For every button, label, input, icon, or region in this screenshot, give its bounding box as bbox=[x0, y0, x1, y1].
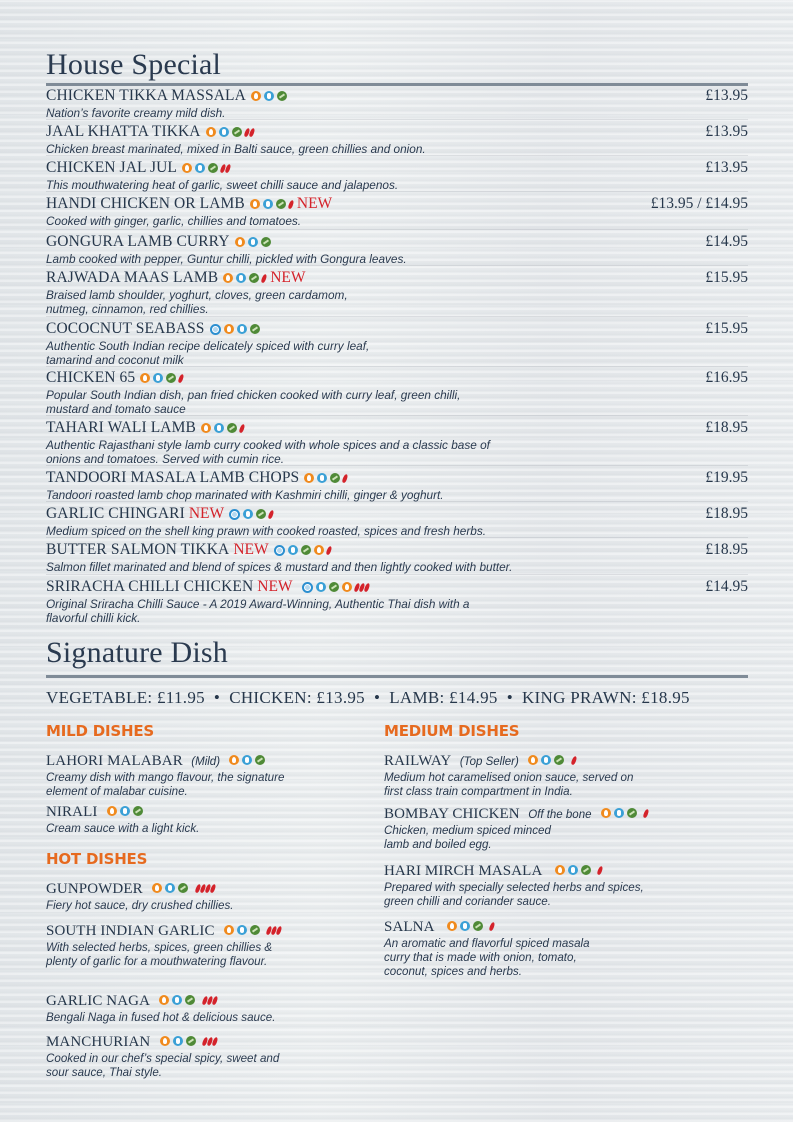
dish-description: Prepared with specially selected herbs and spices, green chilli and coriander sauce. bbox=[384, 881, 644, 908]
dish-name: GARLIC NAGA bbox=[46, 993, 151, 1009]
gluten-icon bbox=[224, 925, 234, 935]
dairy-icon bbox=[237, 324, 247, 334]
dish-name: NIRALI bbox=[46, 804, 98, 820]
item-name: GONGURA LAMB CURRY bbox=[46, 233, 230, 250]
new-badge: NEW bbox=[188, 505, 225, 522]
nuts-icon bbox=[133, 806, 143, 816]
nuts-icon bbox=[256, 509, 266, 519]
signature-dish-title: Signature Dish bbox=[46, 636, 228, 669]
dairy-icon bbox=[288, 545, 298, 555]
divider bbox=[46, 415, 748, 416]
item-name: CHICKEN JAL JUL bbox=[46, 159, 177, 176]
dairy-icon bbox=[460, 921, 470, 931]
chilli-icon bbox=[269, 510, 273, 519]
chilli-icon bbox=[490, 922, 494, 931]
divider bbox=[46, 155, 748, 156]
menu-item bbox=[46, 159, 748, 192]
item-name: SRIRACHA CHILLI CHICKEN bbox=[46, 578, 254, 595]
dairy-icon bbox=[165, 883, 175, 893]
gluten-icon bbox=[235, 237, 245, 247]
item-price: £15.95 bbox=[705, 269, 748, 286]
nuts-icon bbox=[473, 921, 483, 931]
menu-item bbox=[46, 369, 748, 416]
dairy-icon bbox=[236, 273, 246, 283]
dairy-icon bbox=[214, 423, 224, 433]
gluten-icon bbox=[140, 373, 150, 383]
nuts-icon bbox=[276, 199, 286, 209]
dish-description: With selected herbs, spices, green chillies & plenty of garlic for a mouthwatering flavour. bbox=[46, 941, 273, 968]
nuts-icon bbox=[166, 373, 176, 383]
nuts-icon bbox=[255, 755, 265, 765]
item-description: Chicken breast marinated, mixed in Balti sauce, green chillies and onion. bbox=[46, 142, 426, 156]
nuts-icon bbox=[178, 883, 188, 893]
gluten-icon bbox=[342, 582, 352, 592]
dairy-icon bbox=[568, 865, 578, 875]
chilli-icon bbox=[196, 884, 215, 893]
fish-icon bbox=[210, 324, 221, 335]
gluten-icon bbox=[223, 273, 233, 283]
dairy-icon bbox=[219, 127, 229, 137]
chilli-icon bbox=[289, 200, 293, 209]
new-badge: NEW bbox=[233, 541, 269, 558]
dairy-icon bbox=[242, 755, 252, 765]
item-name: HANDI CHICKEN OR LAMB bbox=[46, 195, 245, 212]
dish-name: SOUTH INDIAN GARLIC bbox=[46, 923, 215, 939]
item-description: This mouthwatering heat of garlic, sweet chilli sauce and jalapenos. bbox=[46, 178, 399, 192]
price-vegetable: VEGETABLE: £11.95 bbox=[46, 688, 205, 707]
item-price: £14.95 bbox=[705, 233, 748, 250]
dish-name: BOMBAY CHICKEN bbox=[384, 806, 520, 822]
nuts-icon bbox=[185, 995, 195, 1005]
chilli-icon bbox=[343, 474, 347, 483]
divider bbox=[46, 119, 748, 120]
gluten-icon bbox=[250, 199, 260, 209]
dish-item bbox=[46, 922, 336, 969]
nuts-icon bbox=[301, 545, 311, 555]
nuts-icon bbox=[329, 582, 339, 592]
dish-name: HARI MIRCH MASALA bbox=[384, 863, 543, 879]
nuts-icon bbox=[250, 324, 260, 334]
dish-description: Cooked in our chef’s special spicy, sweet and sour sauce, Thai style. bbox=[46, 1052, 280, 1079]
fish-icon bbox=[274, 545, 285, 556]
dish-description: Creamy dish with mango flavour, the signature element of malabar cuisine. bbox=[46, 771, 285, 798]
item-name: TAHARI WALI LAMB bbox=[46, 419, 196, 436]
nuts-icon bbox=[232, 127, 242, 137]
menu-item bbox=[46, 541, 748, 574]
gluten-icon bbox=[201, 423, 211, 433]
dairy-icon bbox=[264, 91, 274, 101]
dish-item bbox=[46, 992, 336, 1025]
gluten-icon bbox=[304, 473, 314, 483]
signature-price-line: VEGETABLE: £11.95 • CHICKEN: £13.95 • LAMB: £14.95 • KING PRAWN: £18.95 bbox=[46, 688, 690, 707]
item-description: Tandoori roasted lamb chop marinated with Kashmiri chilli, ginger & yoghurt. bbox=[46, 488, 444, 502]
item-name: JAAL KHATTA TIKKA bbox=[46, 123, 201, 140]
dish-item bbox=[384, 752, 674, 799]
item-price: £14.95 bbox=[705, 578, 748, 595]
menu-item bbox=[46, 578, 748, 625]
chilli-icon bbox=[327, 546, 331, 555]
divider bbox=[46, 229, 748, 230]
fish-icon bbox=[229, 509, 240, 520]
nuts-icon bbox=[208, 163, 218, 173]
item-name: COCOCNUT SEABASS bbox=[46, 320, 205, 337]
nuts-icon bbox=[261, 237, 271, 247]
menu-item bbox=[46, 233, 748, 266]
item-description: Authentic Rajasthani style lamb curry cooked with whole spices and a classic base of onions and tomatoes. Served with cumin rice. bbox=[46, 438, 490, 466]
menu-item bbox=[46, 320, 748, 367]
dairy-icon bbox=[195, 163, 205, 173]
chilli-icon bbox=[203, 1037, 217, 1046]
medium-dishes-heading: MEDIUM DISHES bbox=[384, 722, 520, 740]
nuts-icon bbox=[227, 423, 237, 433]
item-price: £15.95 bbox=[705, 320, 748, 337]
nuts-icon bbox=[627, 808, 637, 818]
gluten-icon bbox=[206, 127, 216, 137]
dish-item bbox=[384, 862, 674, 909]
dairy-icon bbox=[263, 199, 273, 209]
gluten-icon bbox=[447, 921, 457, 931]
divider bbox=[46, 501, 748, 502]
dish-note: (Top Seller) bbox=[459, 756, 519, 768]
gluten-icon bbox=[107, 806, 117, 816]
gluten-icon bbox=[229, 755, 239, 765]
dairy-icon bbox=[243, 509, 253, 519]
dairy-icon bbox=[316, 582, 326, 592]
dish-description: Fiery hot sauce, dry crushed chillies. bbox=[46, 899, 234, 912]
item-name: RAJWADA MAAS LAMB bbox=[46, 269, 219, 286]
divider bbox=[46, 465, 748, 466]
chilli-icon bbox=[240, 424, 244, 433]
item-description: Nation’s favorite creamy mild dish. bbox=[46, 106, 226, 120]
chilli-icon bbox=[221, 164, 230, 173]
chilli-icon bbox=[203, 996, 217, 1005]
dairy-icon bbox=[173, 1036, 183, 1046]
nuts-icon bbox=[330, 473, 340, 483]
dish-item bbox=[384, 805, 674, 852]
house-special-rule bbox=[46, 83, 748, 86]
chilli-icon bbox=[355, 583, 369, 592]
dish-name: MANCHURIAN bbox=[46, 1034, 151, 1050]
dish-item bbox=[384, 918, 674, 979]
item-price: £19.95 bbox=[705, 469, 748, 486]
item-price: £18.95 bbox=[705, 419, 748, 436]
new-badge: NEW bbox=[270, 269, 306, 286]
gluten-icon bbox=[314, 545, 324, 555]
dish-description: Cream sauce with a light kick. bbox=[46, 822, 200, 835]
dish-name: LAHORI MALABAR bbox=[46, 753, 183, 769]
price-chicken: CHICKEN: £13.95 bbox=[229, 688, 365, 707]
dairy-icon bbox=[237, 925, 247, 935]
gluten-icon bbox=[160, 1036, 170, 1046]
gluten-icon bbox=[251, 91, 261, 101]
menu-item bbox=[46, 269, 748, 316]
divider bbox=[46, 537, 748, 538]
divider bbox=[46, 316, 748, 317]
divider bbox=[46, 191, 748, 192]
dairy-icon bbox=[248, 237, 258, 247]
dish-description: Medium hot caramelised onion sauce, served on first class train compartment in India. bbox=[384, 771, 634, 798]
dish-note: Off the bone bbox=[528, 809, 592, 821]
dish-note: (Mild) bbox=[191, 756, 221, 768]
item-description: Salmon fillet marinated and blend of spices & mustard and then lightly cooked with butter. bbox=[46, 560, 513, 574]
chilli-icon bbox=[598, 866, 602, 875]
mild-dishes-heading: MILD DISHES bbox=[46, 722, 154, 740]
divider bbox=[46, 265, 748, 266]
gluten-icon bbox=[224, 324, 234, 334]
divider bbox=[46, 574, 748, 575]
chilli-icon bbox=[644, 809, 648, 818]
gluten-icon bbox=[182, 163, 192, 173]
chilli-icon bbox=[267, 926, 281, 935]
dish-item bbox=[46, 803, 336, 836]
dish-name: GUNPOWDER bbox=[46, 881, 143, 897]
menu-item bbox=[46, 87, 748, 120]
dish-description: Chicken, medium spiced minced lamb and boiled egg. bbox=[384, 824, 551, 851]
item-price: £13.95 bbox=[705, 159, 748, 176]
gluten-icon bbox=[159, 995, 169, 1005]
dairy-icon bbox=[317, 473, 327, 483]
menu-item bbox=[46, 123, 748, 156]
gluten-icon bbox=[601, 808, 611, 818]
chilli-icon bbox=[245, 128, 254, 137]
dish-name: RAILWAY bbox=[384, 753, 452, 769]
nuts-icon bbox=[250, 925, 260, 935]
dish-item bbox=[46, 880, 336, 913]
nuts-icon bbox=[554, 755, 564, 765]
dish-description: An aromatic and flavorful spiced masala curry that is made with onion, tomato, coconut, spices and herbs. bbox=[384, 937, 590, 978]
dish-item bbox=[46, 1033, 336, 1080]
new-badge: NEW bbox=[257, 578, 293, 595]
fish-icon bbox=[302, 582, 313, 593]
new-badge: NEW bbox=[296, 195, 333, 212]
dairy-icon bbox=[153, 373, 163, 383]
item-name: CHICKEN 65 bbox=[46, 369, 136, 386]
chilli-icon bbox=[179, 374, 183, 383]
item-price: £13.95 bbox=[705, 123, 748, 140]
item-price: £16.95 bbox=[705, 369, 748, 386]
menu-item bbox=[46, 419, 748, 466]
dish-description: Bengali Naga in fused hot & delicious sauce. bbox=[46, 1011, 276, 1024]
gluten-icon bbox=[555, 865, 565, 875]
gluten-icon bbox=[152, 883, 162, 893]
dish-name: SALNA bbox=[384, 919, 435, 935]
hot-dishes-heading: HOT DISHES bbox=[46, 850, 148, 868]
nuts-icon bbox=[186, 1036, 196, 1046]
item-price: £13.95 bbox=[705, 87, 748, 104]
chilli-icon bbox=[262, 274, 266, 283]
item-description: Original Sriracha Chilli Sauce - A 2019 Award-Winning, Authentic Thai dish with a flavorful chilli kick. bbox=[46, 597, 470, 625]
dairy-icon bbox=[614, 808, 624, 818]
item-name: GARLIC CHINGARI bbox=[46, 505, 185, 522]
price-king-prawn: KING PRAWN: £18.95 bbox=[521, 688, 690, 707]
item-price: £18.95 bbox=[705, 505, 748, 522]
dish-item bbox=[46, 752, 336, 799]
price-lamb: LAMB: £14.95 bbox=[389, 688, 498, 707]
dairy-icon bbox=[120, 806, 130, 816]
item-price: £13.95 / £14.95 bbox=[650, 195, 748, 212]
gluten-icon bbox=[528, 755, 538, 765]
menu-item bbox=[46, 469, 748, 502]
menu-item bbox=[46, 195, 748, 228]
house-special-title: House Special bbox=[46, 48, 222, 81]
item-description: Lamb cooked with pepper, Guntur chilli, pickled with Gongura leaves. bbox=[46, 252, 407, 266]
item-name: TANDOORI MASALA LAMB CHOPS bbox=[46, 469, 300, 486]
item-description: Popular South Indian dish, pan fried chicken cooked with curry leaf, green chilli, mustard and tomato sauce bbox=[46, 388, 461, 416]
item-description: Medium spiced on the shell king prawn with cooked roasted, spices and fresh herbs. bbox=[46, 524, 486, 538]
nuts-icon bbox=[581, 865, 591, 875]
nuts-icon bbox=[277, 91, 287, 101]
chilli-icon bbox=[572, 756, 576, 765]
dairy-icon bbox=[172, 995, 182, 1005]
item-price: £18.95 bbox=[705, 541, 748, 558]
item-description: Cooked with ginger, garlic, chillies and tomatoes. bbox=[46, 214, 302, 228]
signature-dish-rule bbox=[46, 675, 748, 678]
divider bbox=[46, 366, 748, 367]
item-description: Authentic South Indian recipe delicately spiced with curry leaf, tamarind and coconut milk bbox=[46, 339, 370, 367]
dairy-icon bbox=[541, 755, 551, 765]
item-description: Braised lamb shoulder, yoghurt, cloves, green cardamom, nutmeg, cinnamon, red chillies. bbox=[46, 288, 348, 316]
menu-item bbox=[46, 505, 748, 538]
item-name: CHICKEN TIKKA MASSALA bbox=[46, 87, 246, 104]
nuts-icon bbox=[249, 273, 259, 283]
item-name: BUTTER SALMON TIKKA bbox=[46, 541, 230, 558]
